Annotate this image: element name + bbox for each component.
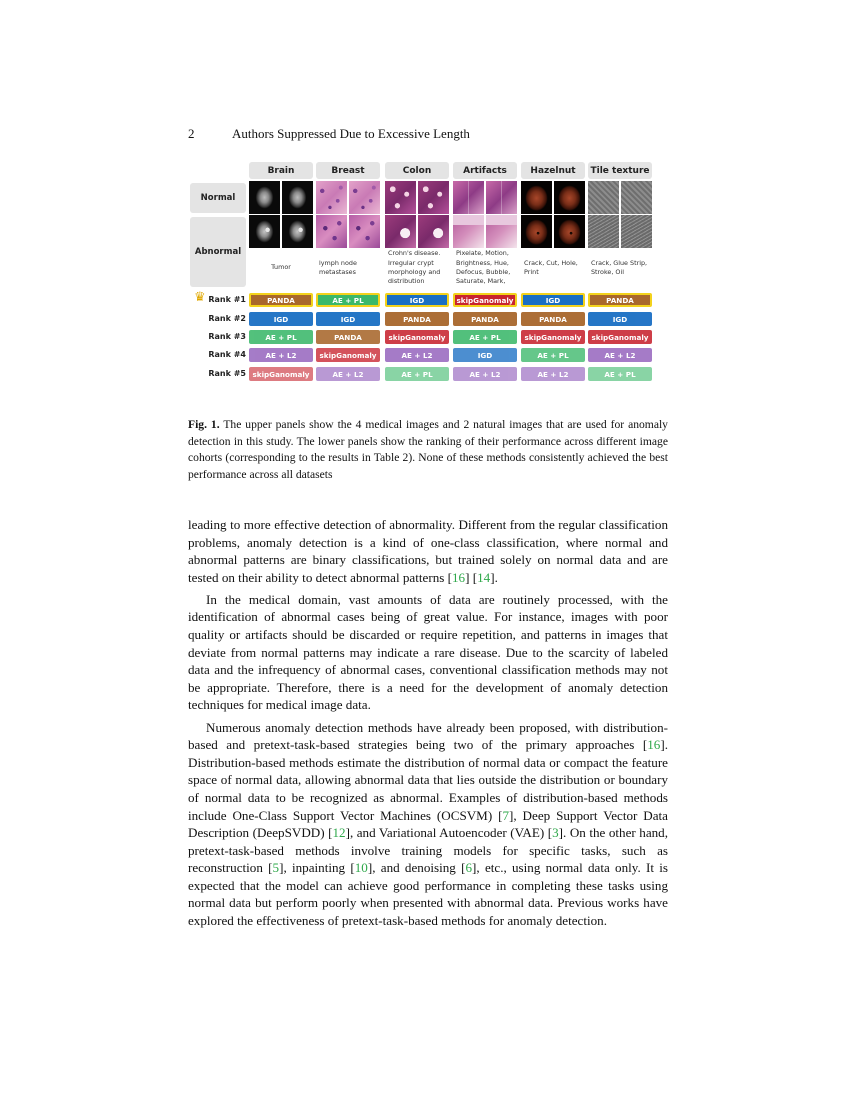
rank-chip-artifacts-1: skipGanomaly — [453, 293, 517, 307]
rank-chip-artifacts-3: AE + PL — [453, 330, 517, 344]
rank-chip-breast-4: skipGanomaly — [316, 348, 380, 362]
rank-label-2: Rank #2 — [208, 314, 246, 323]
rank-chip-tile-texture-3: skipGanomaly — [588, 330, 652, 344]
abnormal-image-hazelnut — [521, 215, 585, 248]
rank-chip-breast-5: AE + L2 — [316, 367, 380, 381]
abnormal-image-brain — [249, 215, 313, 248]
rank-chip-hazelnut-2: PANDA — [521, 312, 585, 326]
abnormal-image-artifacts — [453, 215, 517, 248]
normal-image-brain — [249, 181, 313, 214]
citation-ref[interactable]: [7] — [498, 807, 514, 823]
running-title: Authors Suppressed Due to Excessive Length — [232, 126, 470, 141]
citation-ref[interactable]: [14] — [472, 569, 495, 585]
abnormal-image-tile — [249, 215, 280, 248]
abnormal-image-tile — [453, 215, 484, 248]
normal-image-tile-texture — [588, 181, 652, 214]
rank-label-4: Rank #4 — [208, 350, 246, 359]
citation-ref[interactable]: [12] — [328, 825, 350, 841]
column-header-artifacts: Artifacts — [453, 162, 517, 179]
normal-image-tile — [349, 181, 380, 214]
rank-chip-artifacts-2: PANDA — [453, 312, 517, 326]
rank-label-5: Rank #5 — [208, 369, 246, 378]
rank-chip-artifacts-4: IGD — [453, 348, 517, 362]
abnormal-image-colon — [385, 215, 449, 248]
abnormal-description-hazelnut: Crack, Cut, Hole, Print — [524, 258, 578, 276]
column-header-hazelnut: Hazelnut — [521, 162, 585, 179]
rank-chip-hazelnut-5: AE + L2 — [521, 367, 585, 381]
rank-label-3: Rank #3 — [208, 332, 246, 341]
abnormal-description-colon: Crohn's disease. Irregular crypt morphology and distribution — [388, 249, 441, 286]
normal-image-tile — [621, 181, 652, 214]
rank-chip-colon-1: IGD — [385, 293, 449, 307]
column-header-tile-texture: Tile texture — [588, 162, 652, 179]
abnormal-image-tile — [486, 215, 517, 248]
rank-chip-colon-3: skipGanomaly — [385, 330, 449, 344]
rank-chip-colon-2: PANDA — [385, 312, 449, 326]
rank-chip-breast-1: AE + PL — [316, 293, 380, 307]
abnormal-description-brain: Tumor — [271, 263, 291, 272]
abnormal-description-breast: lymph node metastases — [319, 258, 357, 276]
body-text — [188, 516, 668, 934]
citation-ref[interactable]: [5] — [268, 860, 284, 876]
normal-image-artifacts — [453, 181, 517, 214]
citation-ref[interactable]: [10] — [350, 860, 373, 876]
paragraph-2: In the medical domain, vast amounts of data are routinely processed, with the identification of abnormal cases being of great value. For instance, images with poor quality or artifacts should be discarded or require repetition, and patterns in images that deviate from normal patterns may indicate a rare disease. Due to the scarcity of labeled data and the infrequency of abnormal cases, conventional classification methods may not be appropriate. Therefore, there is a need for the development of anomaly detection techniques for medical image data. — [188, 591, 668, 713]
rank-chip-breast-3: PANDA — [316, 330, 380, 344]
abnormal-image-tile — [282, 215, 313, 248]
running-header — [188, 126, 470, 142]
abnormal-description-artifacts: Pixelate, Motion, Brightness, Hue, Defocus, Bubble, Saturate, Mark, — [456, 249, 511, 286]
citation-ref[interactable]: [3] — [547, 825, 564, 841]
page-number: 2 — [188, 126, 195, 141]
abnormal-image-tile — [588, 215, 619, 248]
normal-image-hazelnut — [521, 181, 585, 214]
column-header-colon: Colon — [385, 162, 449, 179]
normal-image-tile — [486, 181, 517, 214]
abnormal-image-tile-texture — [588, 215, 652, 248]
normal-image-tile — [316, 181, 347, 214]
rank-chip-tile-texture-4: AE + L2 — [588, 348, 652, 362]
caption-text: The upper panels show the 4 medical images and 2 natural images that are used for anomaly detection in this study. The lower panels show the ranking of their performance across different image cohorts (corresponding to the results in Table 2). None of these methods consistently achieved the best performance across all datasets — [188, 418, 668, 481]
citation-ref[interactable]: [16] — [642, 737, 665, 753]
normal-image-tile — [521, 181, 552, 214]
rank-chip-tile-texture-1: PANDA — [588, 293, 652, 307]
citation-ref[interactable]: [6] — [461, 860, 477, 876]
normal-image-colon — [385, 181, 449, 214]
column-header-breast: Breast — [316, 162, 380, 179]
normal-image-breast — [316, 181, 380, 214]
rank-chip-colon-5: AE + PL — [385, 367, 449, 381]
abnormal-image-tile — [349, 215, 380, 248]
rank-chip-hazelnut-4: AE + PL — [521, 348, 585, 362]
normal-image-tile — [554, 181, 585, 214]
normal-image-tile — [282, 181, 313, 214]
abnormal-image-tile — [385, 215, 416, 248]
rank-chip-tile-texture-5: AE + PL — [588, 367, 652, 381]
rank-label-1: Rank #1 — [208, 295, 246, 304]
figure-1 — [190, 162, 652, 384]
normal-image-tile — [418, 181, 449, 214]
abnormal-image-breast — [316, 215, 380, 248]
citation-ref[interactable]: [16] — [447, 569, 470, 585]
abnormal-image-tile — [521, 215, 552, 248]
column-header-brain: Brain — [249, 162, 313, 179]
row-label-abnormal: Abnormal — [190, 217, 246, 287]
paragraph-1: leading to more effective detection of abnormality. Different from the regular classification problems, anomaly detection is a kind of one-class classification, where normal and abnormal patterns are binary classifications, but trained solely on normal data and are tested on their ability to detect abnormal patterns [16] [14]. — [188, 517, 668, 585]
rank-chip-artifacts-5: AE + L2 — [453, 367, 517, 381]
rank-chip-brain-3: AE + PL — [249, 330, 313, 344]
paragraph-3: Numerous anomaly detection methods have already been proposed, with distribution-based and pretext-task-based strategies being two of the primary approaches [16]. Distribution-based methods estimate the distribution of normal data or compact the feature space of normal data, allowing abnormal data that lies outside the distribution or boundary of normal data to be recognized as abnormal. Examples of distribution-based methods include One-Class Support Vector Machines (OCSVM) [7], Deep Support Vector Data Description (DeepSVDD) [12], and Variational Autoencoder (VAE) [3]. On the other hand, pretext-task-based methods involve training models for specific tasks, such as reconstruction [5], inpainting [10], and denoising [6], etc., using normal data only. It is expected that the model can achieve good performance in completing these tasks using normal data but perform poorly when presented with abnormal data. Previous works have explored the effectiveness of pretext-task-based methods for anomaly detection. — [188, 719, 669, 929]
row-label-normal: Normal — [190, 183, 246, 213]
rank-chip-breast-2: IGD — [316, 312, 380, 326]
abnormal-image-tile — [621, 215, 652, 248]
rank-chip-brain-5: skipGanomaly — [249, 367, 313, 381]
normal-image-tile — [249, 181, 280, 214]
abnormal-image-tile — [316, 215, 347, 248]
rank-chip-brain-1: PANDA — [249, 293, 313, 307]
rank-chip-tile-texture-2: IGD — [588, 312, 652, 326]
normal-image-tile — [385, 181, 416, 214]
rank-chip-hazelnut-1: IGD — [521, 293, 585, 307]
crown-icon: ♛ — [194, 290, 206, 305]
abnormal-image-tile — [554, 215, 585, 248]
abnormal-image-tile — [418, 215, 449, 248]
rank-chip-brain-4: AE + L2 — [249, 348, 313, 362]
abnormal-description-tile-texture: Crack, Glue Strip, Stroke, Oil — [591, 258, 648, 276]
caption-label: Fig. 1. — [188, 418, 220, 431]
rank-chip-colon-4: AE + L2 — [385, 348, 449, 362]
figure-caption — [188, 417, 668, 483]
rank-chip-brain-2: IGD — [249, 312, 313, 326]
normal-image-tile — [453, 181, 484, 214]
normal-image-tile — [588, 181, 619, 214]
rank-chip-hazelnut-3: skipGanomaly — [521, 330, 585, 344]
